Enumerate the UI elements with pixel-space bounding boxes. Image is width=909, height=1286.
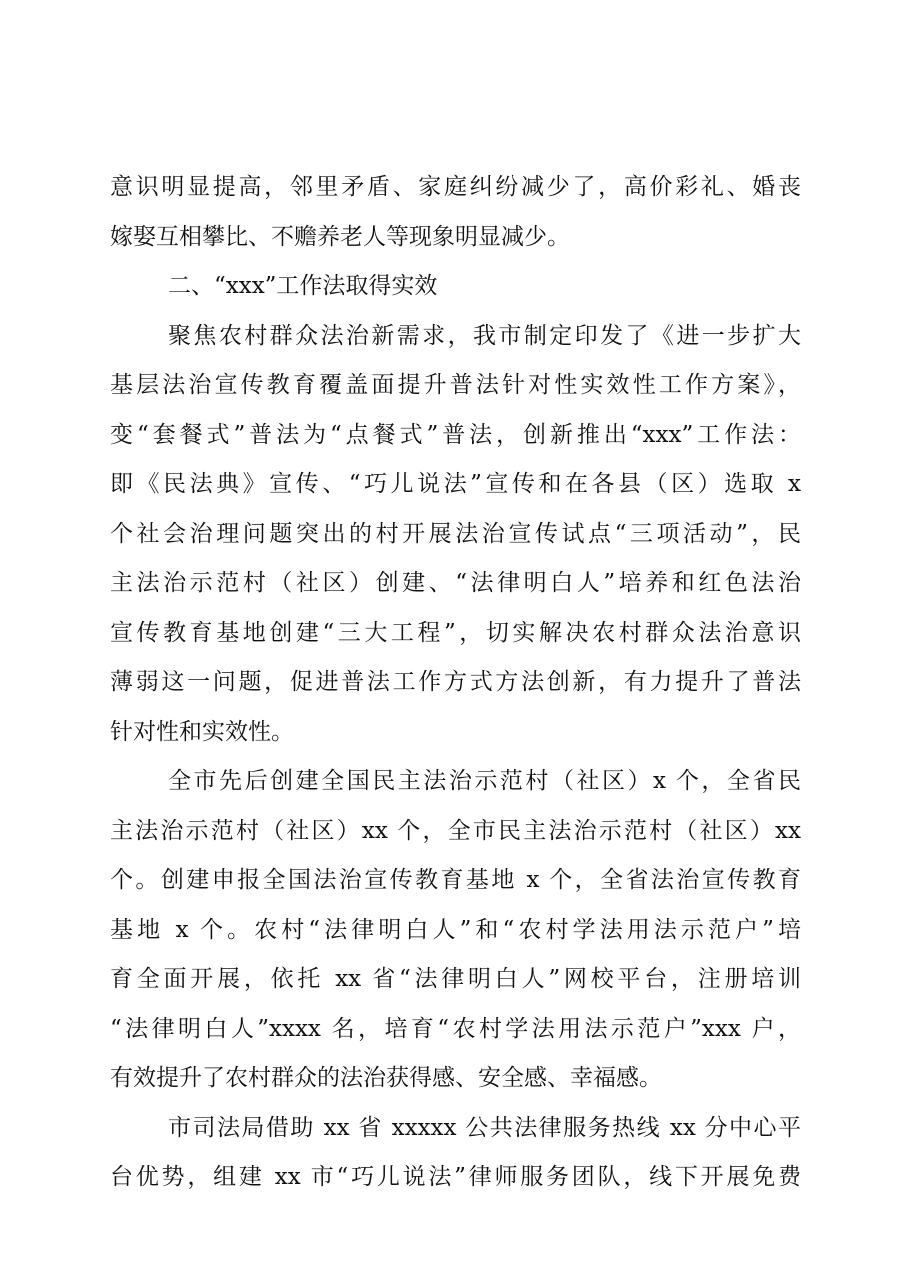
text-line: 基层法治宣传教育覆盖面提升普法针对性实效性工作方案》， xyxy=(110,372,801,398)
text-line: 意识明显提高，邻里矛盾、家庭纠纷减少了，高价彩礼、婚丧 xyxy=(110,174,801,200)
text-line: 有效提升了农村群众的法治获得感、安全感、幸福感。 xyxy=(110,1065,662,1091)
text-line: 主法治示范村（社区）创建、“法律明白人”培养和红色法治 xyxy=(110,570,801,596)
text-line: 薄弱这一问题，促进普法工作方式方法创新，有力提升了普法 xyxy=(110,669,801,695)
text-line: 针对性和实效性。 xyxy=(110,718,294,745)
text-line: 育全面开展，依托 xx 省“法律明白人”网校平台，注册培训 xyxy=(110,966,801,992)
text-line: “法律明白人”xxxx 名，培育“农村学法用法示范户”xxx 户， xyxy=(110,1015,801,1042)
text-line: 台优势，组建 xx 市“巧儿说法”律师服务团队，线下开展免费 xyxy=(110,1164,801,1190)
text-line: 全市先后创建全国民主法治示范村（社区）x 个，全省民 xyxy=(168,768,801,794)
text-line: 聚焦农村群众法治新需求，我市制定印发了《进一步扩大 xyxy=(168,322,801,349)
text-line: 个。创建申报全国法治宣传教育基地 x 个，全省法治宣传教育 xyxy=(110,867,801,893)
text-line: 二、“xxx”工作法取得实效 xyxy=(168,273,438,299)
text-line: 主法治示范村（社区）xx 个，全市民主法治示范村（社区）xx xyxy=(110,817,801,844)
text-line: 基地 x 个。农村“法律明白人”和“农村学法用法示范户”培 xyxy=(110,916,801,943)
text-line: 即《民法典》宣传、“巧儿说法”宣传和在各县（区）选取 x xyxy=(110,471,801,497)
text-line: 宣传教育基地创建“三大工程”，切实解决农村群众法治意识 xyxy=(110,619,801,646)
text-line: 嫁娶互相攀比、不赡养老人等现象明显减少。 xyxy=(110,223,570,250)
document-body xyxy=(110,163,801,1203)
text-line: 市司法局借助 xx 省 xxxxx 公共法律服务热线 xx 分中心平 xyxy=(168,1114,801,1141)
text-line: 变“套餐式”普法为“点餐式”普法，创新推出“xxx”工作法： xyxy=(110,421,801,448)
text-line: 个社会治理问题突出的村开展法治宣传试点“三项活动”，民 xyxy=(110,520,801,547)
